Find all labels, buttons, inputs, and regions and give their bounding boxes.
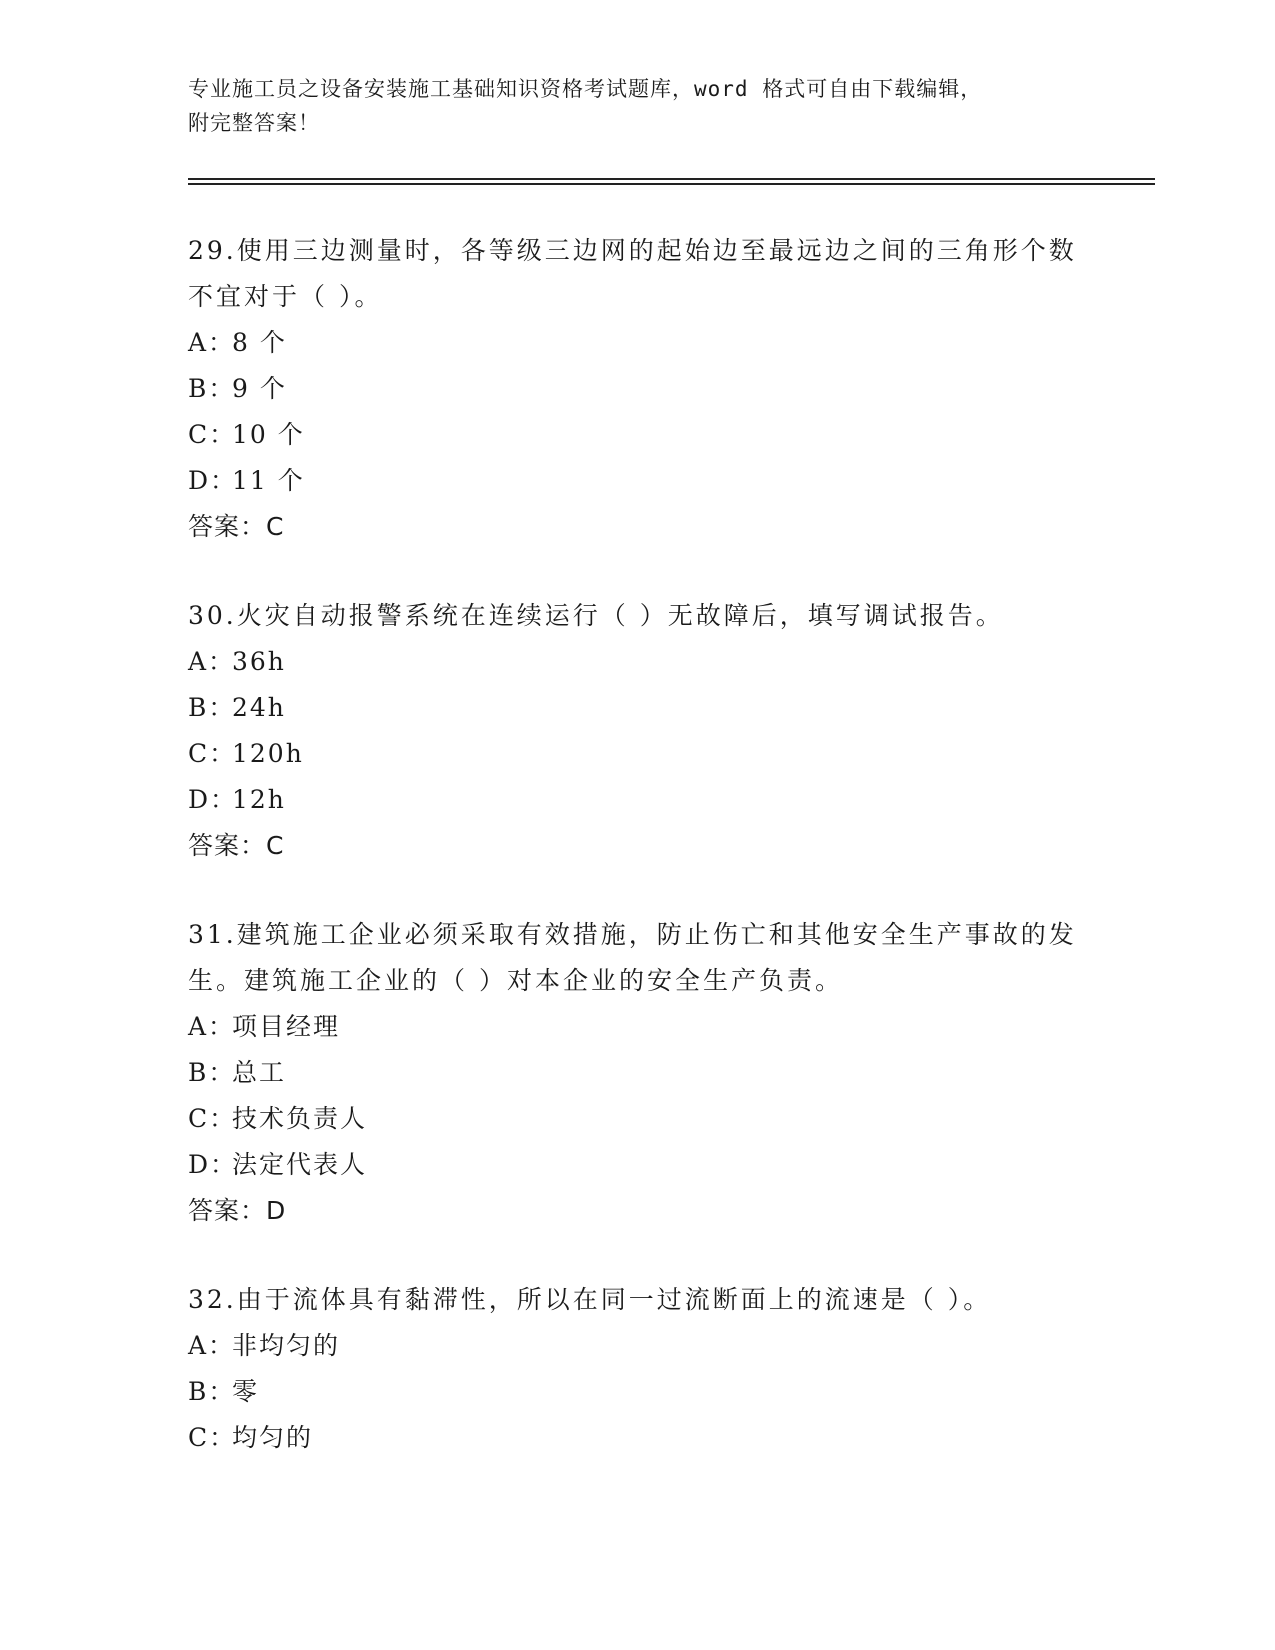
option-value: 10 个 [232,420,305,449]
option-key: A： [188,1331,236,1360]
option-value: 非均匀的 [232,1331,341,1360]
option-b [188,1369,1088,1415]
option-value: 36h [232,647,286,676]
option-key: A： [188,328,236,357]
option-c [188,1415,1088,1461]
answer-line: 答案：C [188,512,285,541]
option-value: 12h [232,785,286,814]
header-divider-bottom [188,183,1155,185]
option-key: C： [188,420,237,449]
option-value: 均匀的 [232,1423,314,1452]
option-key: B： [188,374,236,403]
option-value: 9 个 [232,374,287,403]
question-30 [188,593,1088,869]
header-line-2: 附完整答案！ [188,111,320,135]
question-text: 29.使用三边测量时，各等级三边网的起始边至最远边之间的三角形个数不宜对于（ ）。 [188,236,1077,311]
question-text: 31.建筑施工企业必须采取有效措施，防止伤亡和其他安全生产事故的发生。建筑施工企业的（ ）对本企业的安全生产负责。 [188,920,1077,995]
option-c [188,412,1088,458]
option-key: C： [188,739,237,768]
option-c [188,731,1088,777]
option-a [188,320,1088,366]
option-key: C： [188,1104,237,1133]
option-d [188,1142,1088,1188]
option-a [188,639,1088,685]
question-text: 30.火灾自动报警系统在连续运行（ ）无故障后，填写调试报告。 [188,601,1004,630]
question-list [188,228,1088,1504]
question-text: 32.由于流体具有黏滞性，所以在同一过流断面上的流速是（ ）。 [188,1285,992,1314]
answer-line: 答案：C [188,831,285,860]
header-line-1: 专业施工员之设备安装施工基础知识资格考试题库，word 格式可自由下载编辑， [188,77,983,101]
answer-line: 答案：D [188,1196,287,1225]
question-31 [188,912,1088,1234]
question-32 [188,1277,1088,1461]
option-value: 技术负责人 [232,1104,368,1133]
option-value: 24h [232,693,286,722]
option-value: 项目经理 [232,1012,341,1041]
option-key: D： [188,785,238,814]
option-value: 8 个 [232,328,287,357]
option-key: B： [188,1058,236,1087]
document-header [188,72,1088,140]
option-c [188,1096,1088,1142]
option-key: C： [188,1423,237,1452]
option-value: 法定代表人 [232,1150,368,1179]
option-b [188,366,1088,412]
option-key: D： [188,1150,238,1179]
question-29 [188,228,1088,550]
option-a [188,1323,1088,1369]
option-d [188,458,1088,504]
option-d [188,777,1088,823]
option-key: A： [188,647,236,676]
option-value: 零 [232,1377,260,1406]
header-divider-top [188,178,1155,180]
option-value: 总工 [232,1058,287,1087]
option-b [188,685,1088,731]
option-key: B： [188,1377,236,1406]
option-a [188,1004,1088,1050]
option-key: B： [188,693,236,722]
option-key: D： [188,466,238,495]
option-key: A： [188,1012,236,1041]
option-value: 120h [232,739,304,768]
option-b [188,1050,1088,1096]
option-value: 11 个 [232,466,305,495]
